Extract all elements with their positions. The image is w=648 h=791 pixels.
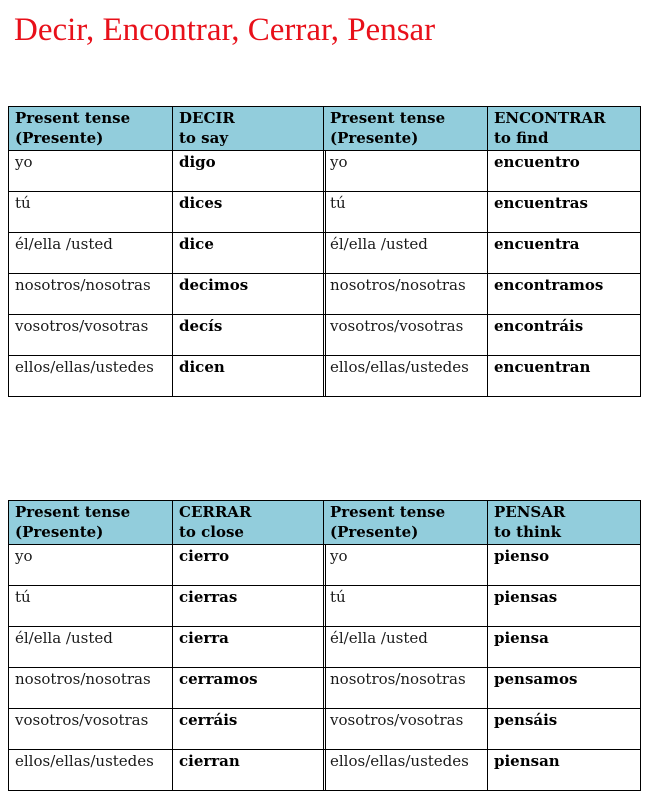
verb-meaning: to find: [494, 129, 549, 147]
table-row: [324, 668, 641, 709]
verb-meaning: to close: [179, 523, 244, 541]
pronoun-cell: nosotros/nosotras: [324, 668, 488, 709]
tense-label: Present tense: [15, 109, 131, 127]
table-row: [324, 586, 641, 627]
table-row: [324, 151, 641, 192]
verb-infinitive: CERRAR: [179, 503, 252, 521]
verb-header: [488, 501, 641, 545]
pronoun-cell: él/ella /usted: [324, 627, 488, 668]
conjugation-cell: dicen: [173, 356, 326, 397]
pronoun-cell: yo: [324, 545, 488, 586]
verb-infinitive: ENCONTRAR: [494, 109, 606, 127]
table-row: [9, 192, 326, 233]
table-row: [324, 233, 641, 274]
tense-header: [9, 501, 173, 545]
tense-label-spanish: (Presente): [330, 523, 419, 541]
conjugation-cell: cierro: [173, 545, 326, 586]
table-row: [9, 750, 326, 791]
tense-label-spanish: (Presente): [15, 523, 104, 541]
tense-label-spanish: (Presente): [15, 129, 104, 147]
table-row: [9, 356, 326, 397]
conjugation-cell: piensan: [488, 750, 641, 791]
table-row: [9, 545, 326, 586]
table-row: [9, 274, 326, 315]
pronoun-cell: ellos/ellas/ustedes: [324, 750, 488, 791]
pronoun-cell: vosotros/vosotras: [9, 709, 173, 750]
pronoun-cell: yo: [324, 151, 488, 192]
pronoun-cell: vosotros/vosotras: [9, 315, 173, 356]
table-row: [324, 315, 641, 356]
tense-label: Present tense: [15, 503, 131, 521]
verb-meaning: to think: [494, 523, 561, 541]
conjugation-cell: pensamos: [488, 668, 641, 709]
table-row: [9, 586, 326, 627]
pronoun-cell: yo: [9, 151, 173, 192]
pronoun-cell: ellos/ellas/ustedes: [9, 750, 173, 791]
pronoun-cell: ellos/ellas/ustedes: [324, 356, 488, 397]
verb-header: [488, 107, 641, 151]
conjugation-cell: encontramos: [488, 274, 641, 315]
pronoun-cell: tú: [9, 586, 173, 627]
pronoun-cell: nosotros/nosotras: [324, 274, 488, 315]
pronoun-cell: tú: [324, 586, 488, 627]
tense-header: [324, 501, 488, 545]
conjugation-cell: piensa: [488, 627, 641, 668]
table-header-row: [324, 501, 641, 545]
table-row: [324, 274, 641, 315]
table-row: [324, 750, 641, 791]
table-row: [324, 356, 641, 397]
conjugation-cell: encontráis: [488, 315, 641, 356]
table-row: [324, 192, 641, 233]
table-row: [324, 709, 641, 750]
verb-meaning: to say: [179, 129, 229, 147]
pronoun-cell: tú: [9, 192, 173, 233]
pronoun-cell: tú: [324, 192, 488, 233]
conjugation-table-pensar: [323, 500, 641, 791]
pronoun-cell: él/ella /usted: [9, 627, 173, 668]
pronoun-cell: él/ella /usted: [9, 233, 173, 274]
tense-header: [324, 107, 488, 151]
conjugation-cell: encuentro: [488, 151, 641, 192]
pronoun-cell: ellos/ellas/ustedes: [9, 356, 173, 397]
table-row: [9, 668, 326, 709]
conjugation-cell: cerramos: [173, 668, 326, 709]
conjugation-cell: piensas: [488, 586, 641, 627]
verb-infinitive: PENSAR: [494, 503, 566, 521]
conjugation-cell: cerráis: [173, 709, 326, 750]
table-header-row: [324, 107, 641, 151]
conjugation-cell: cierra: [173, 627, 326, 668]
pronoun-cell: vosotros/vosotras: [324, 315, 488, 356]
pronoun-cell: él/ella /usted: [324, 233, 488, 274]
tense-label: Present tense: [330, 503, 446, 521]
table-row: [9, 151, 326, 192]
tense-header: [9, 107, 173, 151]
verb-infinitive: DECIR: [179, 109, 235, 127]
conjugation-cell: encuentras: [488, 192, 641, 233]
tense-label: Present tense: [330, 109, 446, 127]
conjugation-cell: pensáis: [488, 709, 641, 750]
pronoun-cell: vosotros/vosotras: [324, 709, 488, 750]
conjugation-cell: decimos: [173, 274, 326, 315]
table-header-row: [9, 501, 326, 545]
page-title: Decir, Encontrar, Cerrar, Pensar: [14, 12, 436, 48]
conjugation-table-decir: [8, 106, 326, 397]
conjugation-table-cerrar: [8, 500, 326, 791]
conjugation-cell: dices: [173, 192, 326, 233]
table-row: [9, 233, 326, 274]
table-row: [324, 545, 641, 586]
conjugation-cell: pienso: [488, 545, 641, 586]
conjugation-table-encontrar: [323, 106, 641, 397]
conjugation-cell: cierran: [173, 750, 326, 791]
pronoun-cell: yo: [9, 545, 173, 586]
conjugation-cell: encuentran: [488, 356, 641, 397]
conjugation-cell: encuentra: [488, 233, 641, 274]
tense-label-spanish: (Presente): [330, 129, 419, 147]
verb-header: [173, 107, 326, 151]
conjugation-cell: cierras: [173, 586, 326, 627]
table-row: [324, 627, 641, 668]
verb-header: [173, 501, 326, 545]
table-row: [9, 315, 326, 356]
conjugation-cell: dice: [173, 233, 326, 274]
table-row: [9, 709, 326, 750]
conjugation-cell: digo: [173, 151, 326, 192]
conjugation-cell: decís: [173, 315, 326, 356]
table-header-row: [9, 107, 326, 151]
table-row: [9, 627, 326, 668]
pronoun-cell: nosotros/nosotras: [9, 274, 173, 315]
pronoun-cell: nosotros/nosotras: [9, 668, 173, 709]
